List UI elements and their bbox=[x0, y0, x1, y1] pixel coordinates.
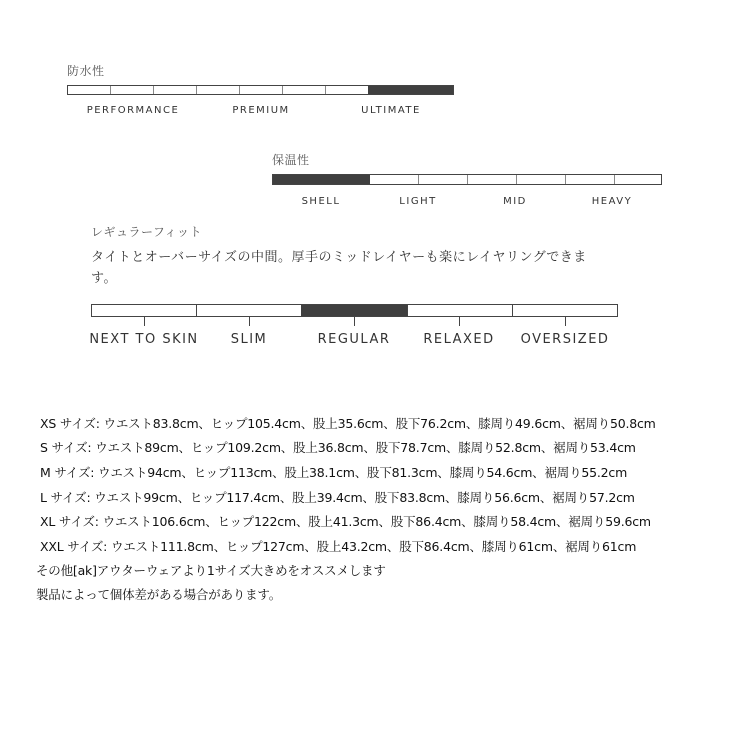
variance-note: 製品によって個体差がある場合があります。 bbox=[36, 587, 282, 602]
fit-label-next-to-skin: NEXT TO SKIN bbox=[89, 332, 199, 347]
waterproof-label-performance: PERFORMANCE bbox=[86, 105, 180, 116]
fit-label-regular: REGULAR bbox=[317, 332, 391, 347]
size-s: S サイズ: ウエスト89cm、ヒップ109.2cm、股上36.8cm、股下78.7cm、膝周り52.8cm、裾周り53.4cm bbox=[40, 440, 636, 455]
fit-label-relaxed: RELAXED bbox=[423, 332, 495, 347]
fit-fill-regular bbox=[301, 305, 407, 316]
warmth-label-light: LIGHT bbox=[399, 196, 437, 207]
waterproof-label-ultimate: ULTIMATE bbox=[361, 105, 421, 116]
warmth-scale-bar bbox=[272, 174, 662, 185]
waterproof-fill bbox=[368, 86, 453, 94]
fit-pointer bbox=[144, 316, 145, 326]
fit-label-oversized: OVERSIZED bbox=[520, 332, 610, 347]
size-xs: XS サイズ: ウエスト83.8cm、ヒップ105.4cm、股上35.6cm、股下76.2cm、膝周り49.6cm、裾周り50.8cm bbox=[40, 416, 656, 431]
waterproof-tick bbox=[282, 86, 283, 94]
waterproof-tick bbox=[196, 86, 197, 94]
warmth-tick bbox=[418, 175, 419, 184]
fit-title: レギュラーフィット bbox=[91, 225, 202, 239]
warmth-tick bbox=[614, 175, 615, 184]
fit-pointer bbox=[354, 316, 355, 326]
waterproof-tick bbox=[153, 86, 154, 94]
waterproof-title: 防水性 bbox=[67, 64, 105, 78]
warmth-tick bbox=[516, 175, 517, 184]
waterproof-label-premium: PREMIUM bbox=[232, 105, 290, 116]
waterproof-scale-bar bbox=[67, 85, 454, 95]
size-xl: XL サイズ: ウエスト106.6cm、ヒップ122cm、股上41.3cm、股下86.4cm、膝周り58.4cm、裾周り59.6cm bbox=[40, 514, 651, 529]
waterproof-tick bbox=[325, 86, 326, 94]
fit-pointer bbox=[459, 316, 460, 326]
size-xxl: XXL サイズ: ウエスト111.8cm、ヒップ127cm、股上43.2cm、股下86.4cm、膝周り61cm、裾周り61cm bbox=[40, 539, 637, 554]
warmth-fill bbox=[273, 175, 370, 184]
fit-pointer bbox=[249, 316, 250, 326]
fit-pointer bbox=[565, 316, 566, 326]
fit-description bbox=[91, 247, 631, 289]
fit-label-slim: SLIM bbox=[230, 332, 268, 347]
warmth-label-heavy: HEAVY bbox=[591, 196, 633, 207]
size-m: M サイズ: ウエスト94cm、ヒップ113cm、股上38.1cm、股下81.3cm、膝周り54.6cm、裾周り55.2cm bbox=[40, 465, 628, 480]
fit-description-line1: タイトとオーバーサイズの中間。厚手のミッドレイヤーも楽にレイヤリングできま bbox=[91, 250, 587, 265]
fit-divider bbox=[512, 305, 513, 316]
warmth-label-mid: MID bbox=[503, 196, 527, 207]
fit-divider bbox=[196, 305, 197, 316]
warmth-tick bbox=[565, 175, 566, 184]
warmth-label-shell: SHELL bbox=[301, 196, 341, 207]
size-l: L サイズ: ウエスト99cm、ヒップ117.4cm、股上39.4cm、股下83.8cm、膝周り56.6cm、裾周り57.2cm bbox=[40, 490, 635, 505]
waterproof-tick bbox=[110, 86, 111, 94]
warmth-tick bbox=[467, 175, 468, 184]
warmth-title: 保温性 bbox=[272, 153, 310, 167]
recommend-note: その他[ak]アウターウェアより1サイズ大きめをオススメします bbox=[36, 563, 386, 578]
fit-divider bbox=[407, 305, 408, 316]
fit-description-line2: す。 bbox=[91, 271, 117, 286]
waterproof-tick bbox=[239, 86, 240, 94]
